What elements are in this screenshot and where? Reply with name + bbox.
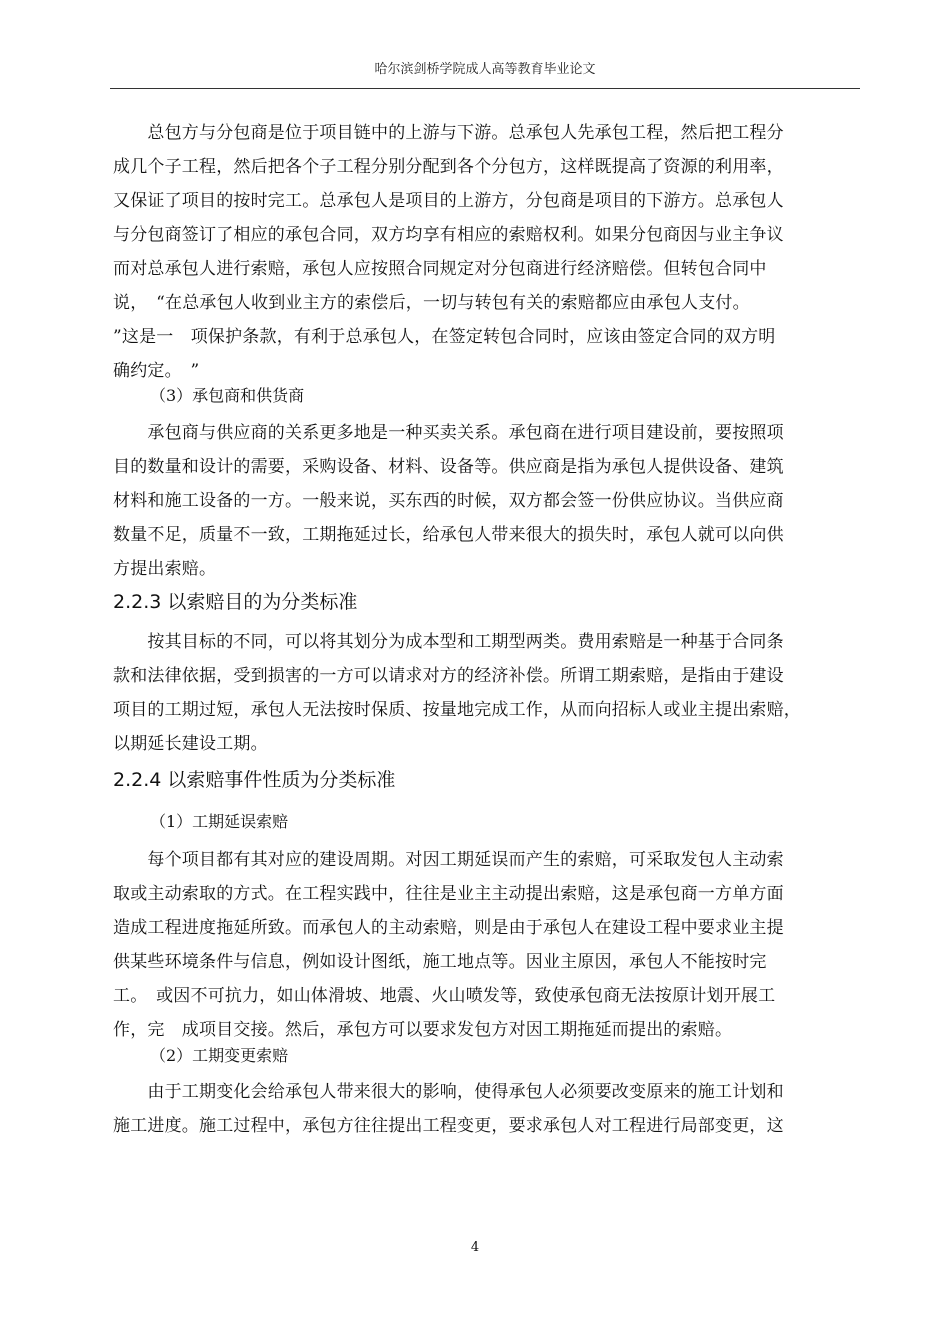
header-rule bbox=[110, 88, 860, 89]
text-line: 确约定。 ” bbox=[113, 361, 200, 381]
text-line: 项目的工期过短，承包人无法按时保质、按量地完成工作，从而向招标人或业主提出索赔， bbox=[113, 700, 801, 720]
text-line: 材料和施工设备的一方。一般来说，买东西的时候，双方都会签一份供应协议。当供应商 bbox=[113, 491, 784, 511]
subheading-contractor-supplier: （3）承包商和供货商 bbox=[150, 386, 305, 405]
text-line: 造成工程进度拖延所致。而承包人的主动索赔，则是由于承包人在建设工程中要求业主提 bbox=[113, 918, 784, 938]
text-line: 施工进度。施工过程中，承包方往往提出工程变更，要求承包人对工程进行局部变更，这 bbox=[113, 1116, 784, 1136]
text-line: 数量不足，质量不一致，工期拖延过长，给承包人带来很大的损失时，承包人就可以向供 bbox=[113, 525, 784, 545]
paragraph-change-claim bbox=[113, 1075, 863, 1143]
subheading-delay-claim: （1）工期延误索赔 bbox=[150, 812, 289, 831]
section-heading-2-2-4: 2.2.4 以索赔事件性质为分类标准 bbox=[113, 769, 396, 791]
text-line: 款和法律依据，受到损害的一方可以请求对方的经济补偿。所谓工期索赔，是指由于建设 bbox=[113, 666, 784, 686]
text-line: 作，完 成项目交接。然后，承包方可以要求发包方对因工期拖延而提出的索赔。 bbox=[113, 1020, 733, 1040]
text-line: 目的数量和设计的需要，采购设备、材料、设备等。供应商是指为承包人提供设备、建筑 bbox=[113, 457, 784, 477]
text-line: 按其目标的不同，可以将其划分为成本型和工期型两类。费用索赔是一种基于合同条 bbox=[113, 632, 784, 652]
text-line: 与分包商签订了相应的承包合同，双方均享有相应的索赔权利。如果分包商因与业主争议 bbox=[113, 225, 784, 245]
text-line: 成几个子工程，然后把各个子工程分别分配到各个分包方，这样既提高了资源的利用率， bbox=[113, 157, 784, 177]
paragraph-general-contractor bbox=[113, 116, 863, 388]
text-line: 以期延长建设工期。 bbox=[113, 734, 268, 754]
text-line: 方提出索赔。 bbox=[113, 559, 217, 579]
subheading-change-claim: （2）工期变更索赔 bbox=[150, 1046, 289, 1065]
text-line: 供某些环境条件与信息，例如设计图纸，施工地点等。因业主原因，承包人不能按时完 bbox=[113, 952, 767, 972]
text-line: 取或主动索取的方式。在工程实践中，往往是业主主动提出索赔，这是承包商一方单方面 bbox=[113, 884, 784, 904]
text-line: 总包方与分包商是位于项目链中的上游与下游。总承包人先承包工程，然后把工程分 bbox=[113, 123, 784, 143]
text-line: 每个项目都有其对应的建设周期。对因工期延误而产生的索赔，可采取发包人主动索 bbox=[113, 850, 784, 870]
text-line: 说， “在总承包人收到业主方的索偿后，一切与转包有关的索赔都应由承包人支付。 bbox=[113, 293, 750, 313]
text-line: 又保证了项目的按时完工。总承包人是项目的上游方，分包商是项目的下游方。总承包人 bbox=[113, 191, 784, 211]
paragraph-delay-claim bbox=[113, 843, 863, 1047]
text-line: ”这是一 项保护条款，有利于总承包人，在签定转包合同时，应该由签定合同的双方明 bbox=[113, 327, 776, 347]
section-heading-2-2-3: 2.2.3 以索赔目的为分类标准 bbox=[113, 591, 358, 613]
text-line: 由于工期变化会给承包人带来很大的影响，使得承包人必须要改变原来的施工计划和 bbox=[113, 1082, 784, 1102]
text-line: 而对总承包人进行索赔，承包人应按照合同规定对分包商进行经济赔偿。但转包合同中 bbox=[113, 259, 767, 279]
text-line: 工。 或因不可抗力，如山体滑坡、地震、火山喷发等，致使承包商无法按原计划开展工 bbox=[113, 986, 776, 1006]
text-line: 承包商与供应商的关系更多地是一种买卖关系。承包商在进行项目建设前，要按照项 bbox=[113, 423, 784, 443]
running-header: 哈尔滨剑桥学院成人高等教育毕业论文 bbox=[374, 62, 596, 77]
page-number: 4 bbox=[470, 1240, 480, 1255]
paragraph-contractor-supplier bbox=[113, 416, 863, 586]
paragraph-claim-purpose bbox=[113, 625, 863, 761]
